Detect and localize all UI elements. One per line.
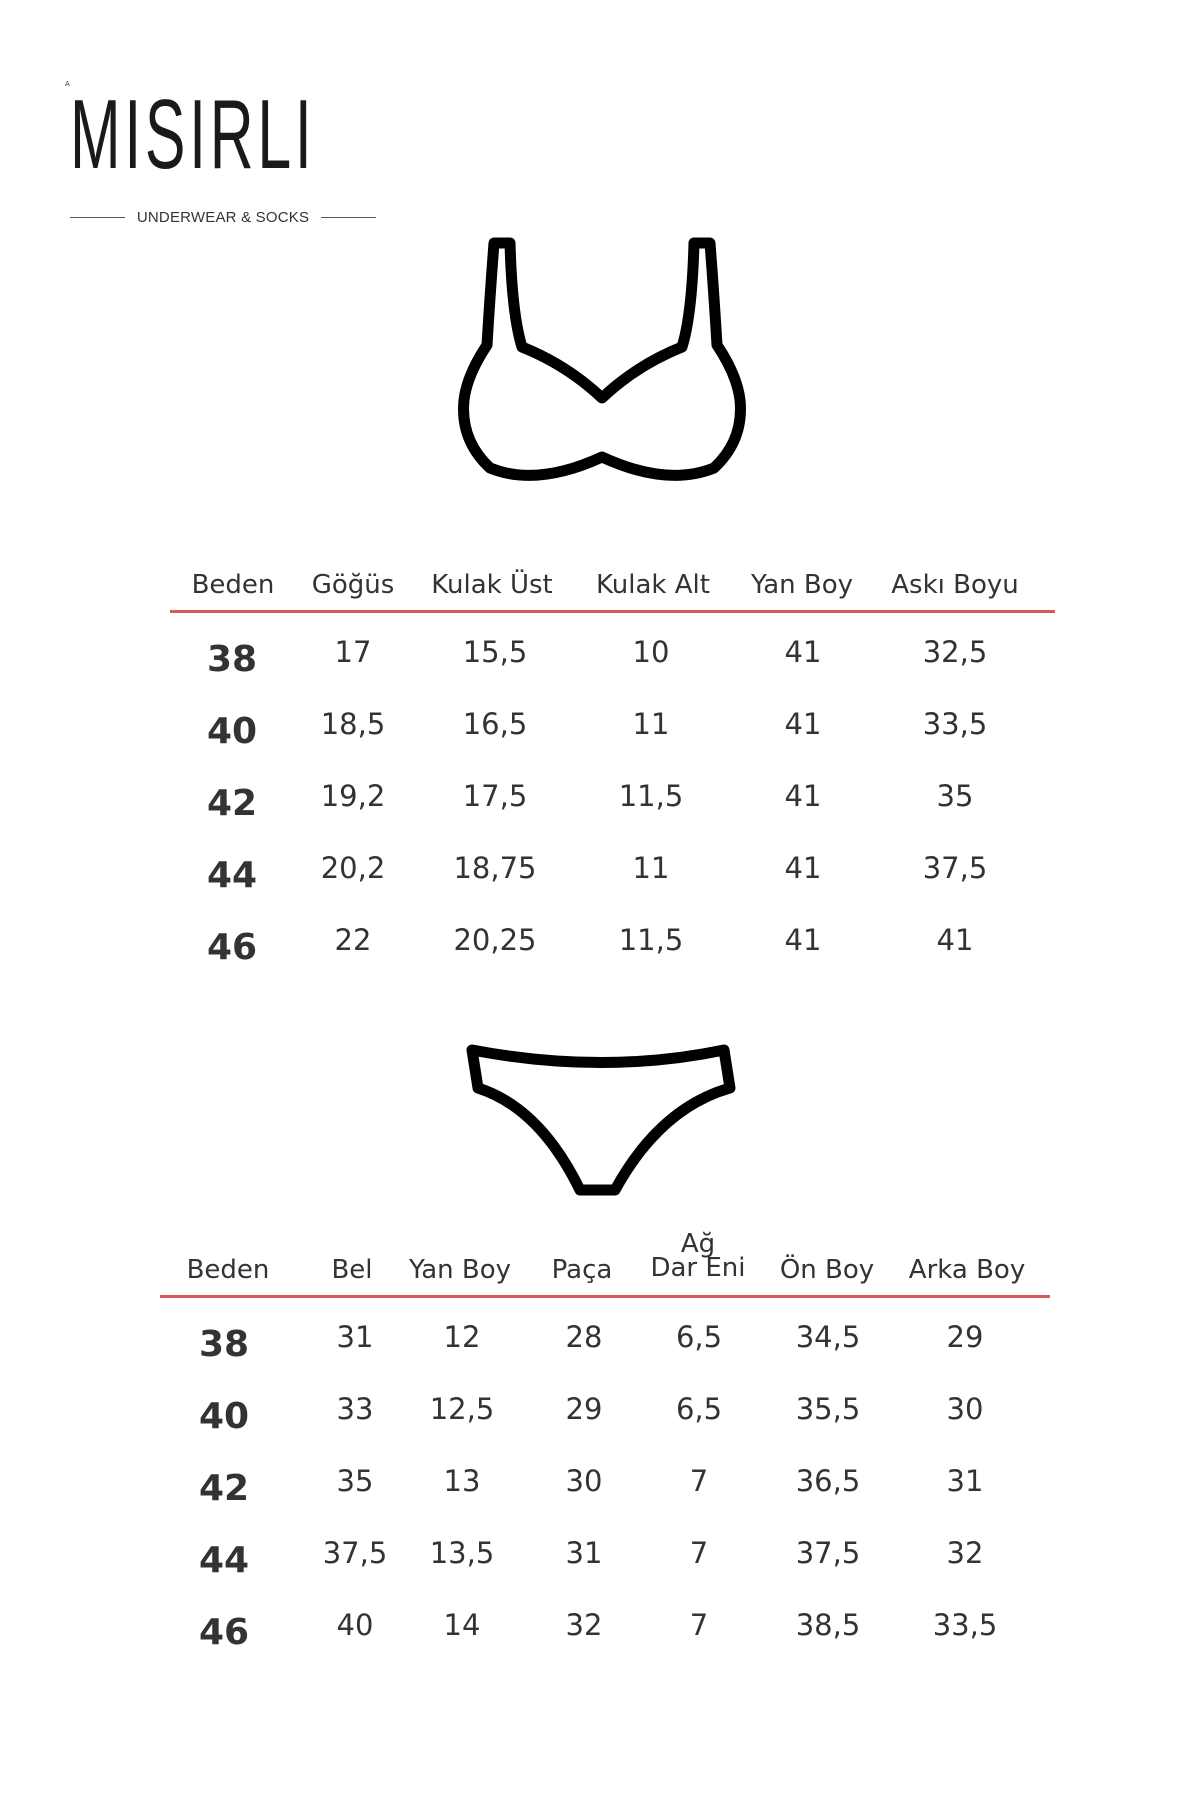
table-cell: 11,5 [618,779,684,813]
table-cell: 10 [632,635,670,669]
table-cell: 37,5 [795,1536,861,1570]
table-cell: 28 [565,1320,603,1354]
size-cell: 46 [206,927,258,968]
header-bel: Bel [331,1255,373,1285]
header-beden: Beden [191,570,275,600]
table-cell: 32 [946,1536,984,1570]
table-cell: 37,5 [922,851,988,885]
table-cell: 36,5 [795,1464,861,1498]
table-cell: 33 [336,1392,374,1426]
table-row [170,829,1055,901]
table-cell: 15,5 [462,635,528,669]
table-cell: 12,5 [429,1392,495,1426]
table-cell: 13 [443,1464,481,1498]
table-cell: 12 [443,1320,481,1354]
header-aski-boyu: Askı Boyu [891,570,1019,600]
size-cell: 44 [198,1540,250,1581]
table-cell: 17,5 [462,779,528,813]
header-beden: Beden [186,1255,270,1285]
table-cell: 38,5 [795,1608,861,1642]
table-cell: 41 [784,851,822,885]
table-cell: 32,5 [922,635,988,669]
table-row [160,1586,1050,1658]
header-ag: Ağ [680,1229,716,1259]
table-cell: 7 [689,1536,709,1570]
table-cell: 18,5 [320,707,386,741]
table-cell: 11 [632,851,670,885]
table-cell: 41 [936,923,974,957]
table-cell: 22 [334,923,372,957]
header-yan-boy: Yan Boy [750,570,854,600]
header-kulak-alt: Kulak Alt [596,570,710,600]
table-cell: 41 [784,707,822,741]
header-gogus: Göğüs [311,570,395,600]
table-cell: 14 [443,1608,481,1642]
divider [321,217,376,218]
size-cell: 46 [198,1612,250,1653]
header-on-boy: Ön Boy [779,1255,875,1285]
panty-icon [460,1040,750,1210]
table-cell: 17 [334,635,372,669]
table-row [160,1370,1050,1442]
size-cell: 38 [206,639,258,680]
table-cell: 7 [689,1608,709,1642]
brand-tagline: UNDERWEAR & SOCKS [136,209,310,226]
table-cell: 20,2 [320,851,386,885]
table-cell: 6,5 [675,1320,723,1354]
divider [70,217,125,218]
brand-tagline-row [70,209,376,226]
table-cell: 41 [784,779,822,813]
table-cell: 40 [336,1608,374,1642]
table-cell: 32 [565,1608,603,1642]
table-cell: 19,2 [320,779,386,813]
table-cell: 35 [336,1464,374,1498]
table-row [160,1514,1050,1586]
table-header [160,1229,1050,1295]
bra-icon [452,235,762,495]
size-cell: 44 [206,855,258,896]
table-cell: 7 [689,1464,709,1498]
table-cell: 11 [632,707,670,741]
size-cell: 42 [198,1468,250,1509]
table-cell: 34,5 [795,1320,861,1354]
panty-size-table [160,1229,1050,1658]
table-cell: 13,5 [429,1536,495,1570]
bra-size-table [170,555,1055,973]
table-row [160,1298,1050,1370]
header-kulak-ust: Kulak Üst [431,570,553,600]
table-cell: 31 [946,1464,984,1498]
table-cell: 41 [784,635,822,669]
table-cell: 16,5 [462,707,528,741]
size-cell: 40 [198,1396,250,1437]
table-cell: 18,75 [453,851,537,885]
brand-name: MISIRLI [70,79,316,189]
table-row [160,1442,1050,1514]
header-yan-boy: Yan Boy [408,1255,512,1285]
logo-mark: A [65,80,70,88]
table-cell: 33,5 [922,707,988,741]
header-paca: Paça [551,1255,613,1285]
table-cell: 29 [946,1320,984,1354]
table-cell: 31 [565,1536,603,1570]
table-cell: 33,5 [932,1608,998,1642]
table-cell: 20,25 [453,923,537,957]
table-row [170,757,1055,829]
table-row [170,685,1055,757]
size-cell: 42 [206,783,258,824]
brand-logo [65,79,380,235]
table-cell: 30 [946,1392,984,1426]
table-row [170,901,1055,973]
table-header [170,555,1055,610]
table-row [170,613,1055,685]
header-dar-eni: Dar Eni [650,1253,746,1283]
table-cell: 37,5 [322,1536,388,1570]
table-cell: 35 [936,779,974,813]
table-cell: 29 [565,1392,603,1426]
table-cell: 6,5 [675,1392,723,1426]
size-cell: 40 [206,711,258,752]
header-arka-boy: Arka Boy [908,1255,1026,1285]
table-cell: 35,5 [795,1392,861,1426]
size-cell: 38 [198,1324,250,1365]
table-cell: 41 [784,923,822,957]
table-cell: 11,5 [618,923,684,957]
table-cell: 31 [336,1320,374,1354]
table-cell: 30 [565,1464,603,1498]
